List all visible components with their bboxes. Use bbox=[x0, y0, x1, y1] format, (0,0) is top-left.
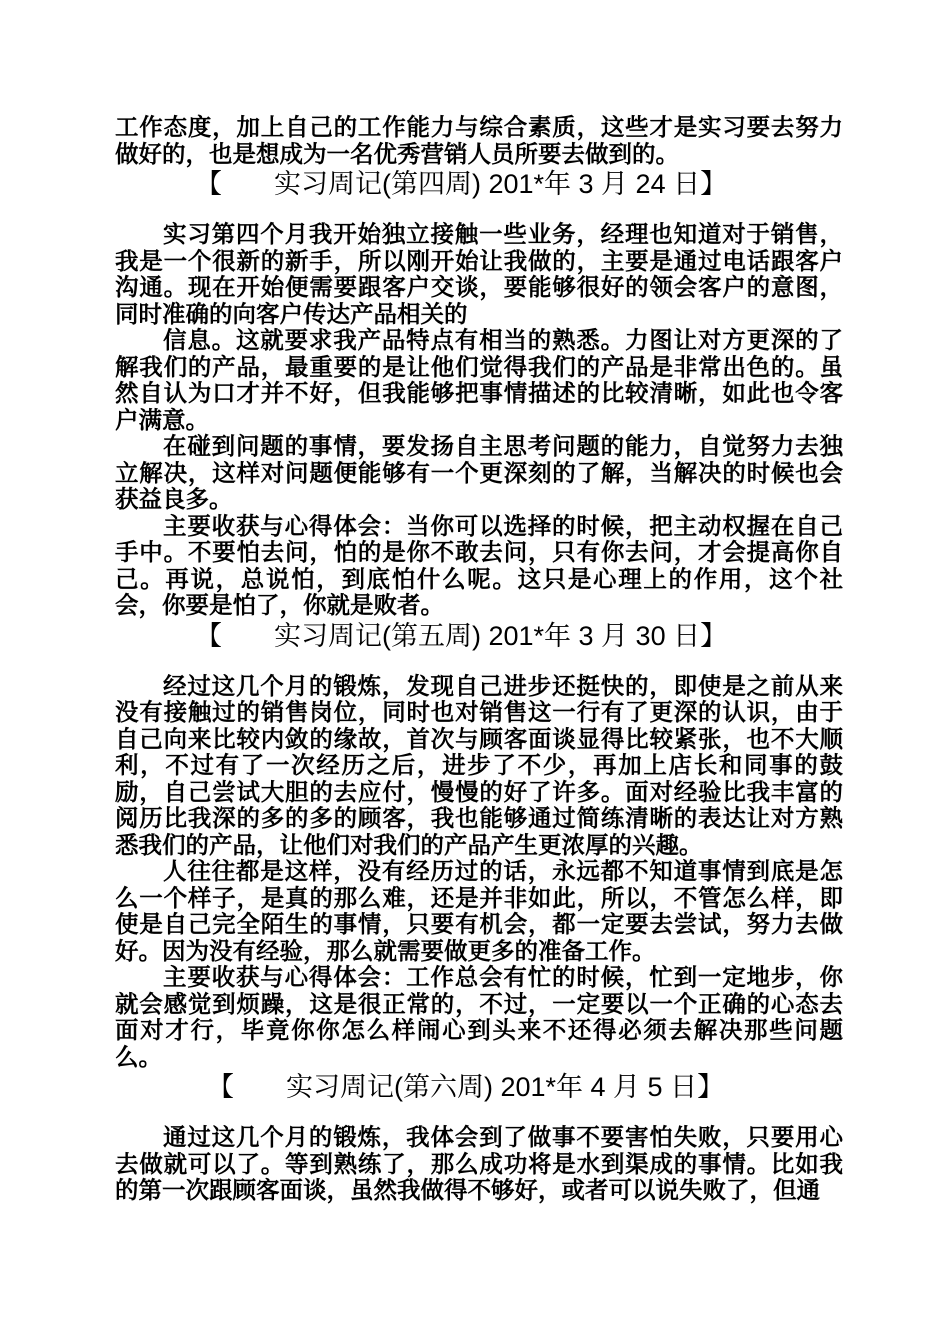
document-page bbox=[115, 114, 843, 1204]
week4-paragraph-3: 在碰到问题的事情，要发扬自主思考问题的能力，自觉努力去独立解决，这样对问题便能够有一个更深刻的了解，当解决的时候也会获益良多。 bbox=[115, 432, 843, 513]
week4-heading bbox=[115, 167, 843, 201]
spacer bbox=[115, 201, 843, 221]
week6-heading bbox=[115, 1070, 843, 1104]
intro-paragraph: 工作态度，加上自己的工作能力与综合素质，这些才是实习要去努力做好的，也是想成为一名优秀营销人员所要去做到的。 bbox=[115, 113, 843, 168]
week5-title: 实习周记(第五周) 201*年 3 月 30 日】 bbox=[274, 620, 728, 651]
week5-open-bracket: 【 bbox=[195, 620, 222, 651]
week4-paragraph-4: 主要收获与心得体会：当你可以选择的时候，把主动权握在自己手中。不要怕去问，怕的是你不敢去问，只有你去问，才会提高你自己。再说，总说怕，到底怕什么呢。这只是心理上的作用，这个社会，你要是怕了，你就是败者。 bbox=[115, 511, 843, 619]
week4-paragraph-1: 实习第四个月我开始独立接触一些业务，经理也知道对于销售，我是一个很新的新手，所以刚开始让我做的，主要是通过电话跟客户沟通。现在开始便需要跟客户交谈，要能够很好的领会客户的意图，同时准确的向客户传达产品相关的 bbox=[115, 220, 843, 328]
spacer bbox=[115, 1104, 843, 1124]
week4-open-bracket: 【 bbox=[195, 169, 222, 199]
week6-open-bracket: 【 bbox=[207, 1072, 234, 1102]
week5-paragraph-1: 经过这几个月的锻炼，发现自己进步还挺快的，即使是之前从来没有接触过的销售岗位，同时也对销售这一行有了更深的认识，由于自己向来比较内敛的缘故，首次与顾客面谈显得比较紧张，也不大顺利，不过有了一次经历之后，进步了不少，再加上店长和同事的鼓励，自己尝试大胆的去应付，慢慢的好了许多。面对经验比我丰富的阅历比我深的多的多的顾客，我也能够通过简练清晰的表达让对方熟悉我们的产品，让他们对我们的产品产生更浓厚的兴趣。 bbox=[115, 671, 843, 859]
week5-paragraph-3: 主要收获与心得体会：工作总会有忙的时候，忙到一定地步，你就会感觉到烦躁，这是很正常的，不过，一定要以一个正确的心态去面对才行，毕竟你你怎么样闹心到头来不还得必须去解决那些问题么。 bbox=[115, 963, 843, 1071]
week6-title: 实习周记(第六周) 201*年 4 月 5 日】 bbox=[286, 1072, 725, 1102]
week4-title: 实习周记(第四周) 201*年 3 月 24 日】 bbox=[274, 169, 728, 199]
spacer bbox=[115, 653, 843, 673]
week5-heading bbox=[115, 619, 843, 653]
week5-paragraph-2: 人往往都是这样，没有经历过的话，永远都不知道事情到底是怎么一个样子，是真的那么难，还是并非如此，所以，不管怎么样，即使是自己完全陌生的事情，只要有机会，都一定要去尝试，努力去做好。因为没有经验，那么就需要做更多的准备工作。 bbox=[115, 857, 843, 965]
week4-paragraph-2: 信息。这就要求我产品特点有相当的熟悉。力图让对方更深的了解我们的产品，最重要的是让他们觉得我们的产品是非常出色的。虽然自认为口才并不好，但我能够把事情描述的比较清晰，如此也令客户满意。 bbox=[115, 326, 843, 434]
week6-paragraph-1: 通过这几个月的锻炼，我体会到了做事不要害怕失败，只要用心去做就可以了。等到熟练了，那么成功将是水到渠成的事情。比如我的第一次跟顾客面谈，虽然我做得不够好，或者可以说失败了，但通 bbox=[115, 1123, 843, 1204]
